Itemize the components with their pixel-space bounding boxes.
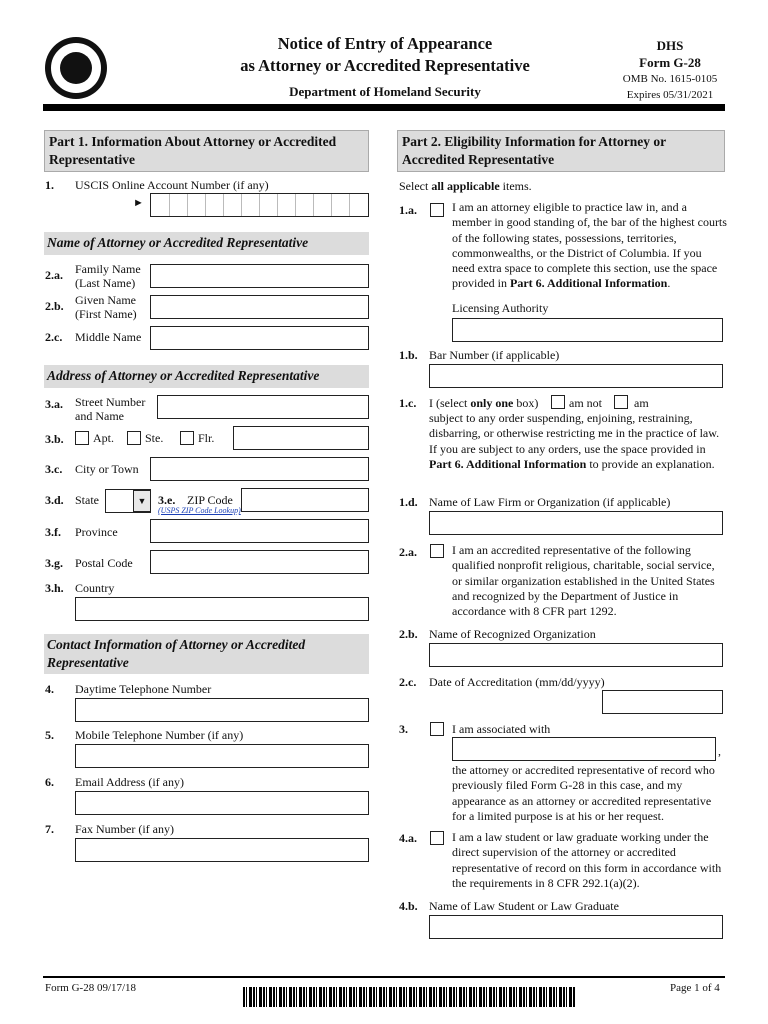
q4a-text: I am a law student or law graduate working under the direct supervision of the attorney or accredited representative of record on this form in accordance with the requirements in 8 CFR 292.1(a)(2).	[452, 830, 722, 890]
q5-number: 5.	[45, 728, 54, 742]
q4a-number: 4.a.	[399, 831, 417, 845]
q2b-number: 2.b.	[399, 627, 418, 641]
licensing-authority-input[interactable]	[452, 318, 723, 342]
ste-label: Ste.	[145, 431, 164, 445]
associated-with-input[interactable]	[452, 737, 716, 761]
q1d-number: 1.d.	[399, 495, 418, 509]
agency-code: DHS	[656, 38, 684, 53]
mobile-phone-input[interactable]	[75, 744, 369, 768]
middle-name-input[interactable]	[150, 326, 369, 350]
q2c-number: 2.c.	[399, 675, 417, 689]
city-number: 3.c.	[45, 462, 63, 476]
accreditation-date-input[interactable]	[602, 690, 723, 714]
q7-number: 7.	[45, 822, 54, 836]
country-label: Country	[75, 581, 115, 595]
barcode-image	[243, 987, 575, 1007]
eagle-icon	[60, 52, 92, 84]
recognized-org-label: Name of Recognized Organization	[429, 627, 596, 641]
law-firm-input[interactable]	[429, 511, 723, 535]
middle-name-label: Middle Name	[75, 330, 142, 344]
province-number: 3.f.	[45, 525, 61, 539]
page-number: Page 1 of 4	[670, 982, 720, 994]
am-not-checkbox[interactable]	[551, 395, 565, 409]
accredited-rep-checkbox[interactable]	[430, 544, 444, 558]
city-label: City or Town	[75, 462, 139, 476]
contact-subheading: Contact Information of Attorney or Accredited Representative	[44, 634, 369, 674]
part1-heading: Part 1. Information About Attorney or Accredited Representative	[44, 130, 369, 172]
state-number: 3.d.	[45, 493, 64, 507]
accreditation-date-label: Date of Accreditation (mm/dd/yyyy)	[429, 675, 605, 689]
footer-rule	[43, 976, 725, 978]
law-student-name-input[interactable]	[429, 915, 723, 939]
name-subheading: Name of Attorney or Accredited Representative	[44, 232, 369, 255]
q1c-text: subject to any order suspending, enjoining, restraining, disbarring, or otherwise restricting me in the practice of law. If you are subject to any orders, use the space provided in Part 6. Additional Information to provide an explanation.	[429, 411, 720, 471]
dropdown-arrow-icon[interactable]: ▼	[133, 490, 151, 512]
law-student-name-label: Name of Law Student or Law Graduate	[429, 899, 619, 913]
q2a-text: I am an accredited representative of the following qualified nonprofit religious, charitable, social service, or similar organization established in the United States and recognized by the Department of Justice in accordance with 8 CFR part 1292.	[452, 543, 715, 619]
given-name-number: 2.b.	[45, 299, 64, 313]
family-name-label: Family Name (Last Name)	[75, 262, 141, 290]
street-label: Street Number and Name	[75, 395, 146, 423]
daytime-phone-input[interactable]	[75, 698, 369, 722]
department-name: Department of Homeland Security	[289, 84, 481, 99]
am-not-label: am not	[569, 396, 602, 410]
q4-number: 4.	[45, 682, 54, 696]
postal-input[interactable]	[150, 550, 369, 574]
postal-label: Postal Code	[75, 556, 133, 570]
flr-checkbox[interactable]	[180, 431, 194, 445]
q6-number: 6.	[45, 775, 54, 789]
q2a-number: 2.a.	[399, 545, 417, 559]
address-subheading: Address of Attorney or Accredited Representative	[44, 365, 369, 388]
street-number: 3.a.	[45, 397, 63, 411]
zip-number: 3.e.	[158, 493, 176, 507]
daytime-phone-label: Daytime Telephone Number	[75, 682, 212, 696]
uscis-account-input[interactable]	[150, 193, 369, 217]
recognized-org-input[interactable]	[429, 643, 723, 667]
family-name-input[interactable]	[150, 264, 369, 288]
form-title-line1: Notice of Entry of Appearance	[277, 34, 493, 53]
header-rule	[43, 104, 725, 111]
apt-checkbox[interactable]	[75, 431, 89, 445]
mobile-phone-label: Mobile Telephone Number (if any)	[75, 728, 244, 742]
email-label: Email Address (if any)	[75, 775, 184, 789]
fax-input[interactable]	[75, 838, 369, 862]
licensing-authority-label: Licensing Authority	[452, 301, 549, 315]
province-input[interactable]	[150, 519, 369, 543]
am-checkbox[interactable]	[614, 395, 628, 409]
associated-checkbox[interactable]	[430, 722, 444, 736]
middle-name-number: 2.c.	[45, 330, 63, 344]
province-label: Province	[75, 525, 118, 539]
form-title-line2: as Attorney or Accredited Representative	[240, 56, 530, 75]
apt-label: Apt.	[93, 431, 114, 445]
am-label: am	[634, 396, 649, 410]
bar-number-input[interactable]	[429, 364, 723, 388]
zip-label: ZIP Code	[187, 493, 233, 507]
unit-number: 3.b.	[45, 432, 64, 446]
street-input[interactable]	[157, 395, 369, 419]
ste-checkbox[interactable]	[127, 431, 141, 445]
associated-label: I am associated with	[452, 722, 551, 736]
form-id: Form G-28	[639, 55, 701, 70]
fax-label: Fax Number (if any)	[75, 822, 174, 836]
part2-heading: Part 2. Eligibility Information for Attorney or Accredited Representative	[397, 130, 725, 172]
country-number: 3.h.	[45, 581, 64, 595]
select-instruction: Select all applicable items.	[399, 179, 532, 193]
attorney-checkbox[interactable]	[430, 203, 444, 217]
q4b-number: 4.b.	[399, 899, 418, 913]
q1a-number: 1.a.	[399, 203, 417, 217]
q1c-prompt: I (select only one box)	[429, 396, 539, 410]
email-input[interactable]	[75, 791, 369, 815]
q3-text: the attorney or accredited representative of record who previously filed Form G-28 in this case, and my appearance as an attorney or accredited representative for a limited purpose is at his or her request.	[452, 763, 715, 823]
law-student-checkbox[interactable]	[430, 831, 444, 845]
postal-number: 3.g.	[45, 556, 63, 570]
q1-number: 1.	[45, 178, 54, 192]
family-name-number: 2.a.	[45, 268, 63, 282]
state-label: State	[75, 493, 99, 507]
bar-number-label: Bar Number (if applicable)	[429, 348, 560, 362]
q1b-number: 1.b.	[399, 348, 418, 362]
comma-text: ,	[718, 744, 721, 758]
flr-label: Flr.	[198, 431, 215, 445]
arrow-icon: ►	[133, 197, 144, 209]
given-name-input[interactable]	[150, 295, 369, 319]
city-input[interactable]	[150, 457, 369, 481]
usps-zip-lookup-link[interactable]: (USPS ZIP Code Lookup)	[158, 506, 241, 515]
form-edition: Form G-28 09/17/18	[45, 982, 137, 994]
omb-number: OMB No. 1615-0105	[622, 73, 718, 85]
given-name-label: Given Name (First Name)	[75, 293, 137, 321]
zip-input[interactable]	[241, 488, 369, 512]
q1c-number: 1.c.	[399, 396, 417, 410]
law-firm-label: Name of Law Firm or Organization (if applicable)	[429, 495, 671, 509]
q1a-text: I am an attorney eligible to practice law in, and a member in good standing of, the bar of the highest courts of the following states, possessions, territories, commonwealths, or the District of Columbia. If you need extra space to complete this section, use the space provided in Part 6. Additional Information.	[452, 200, 727, 291]
expiration-date: Expires 05/31/2021	[626, 89, 714, 101]
q3-number: 3.	[399, 722, 408, 736]
country-input[interactable]	[75, 597, 369, 621]
q1-label: USCIS Online Account Number (if any)	[75, 178, 269, 192]
unit-input[interactable]	[233, 426, 369, 450]
